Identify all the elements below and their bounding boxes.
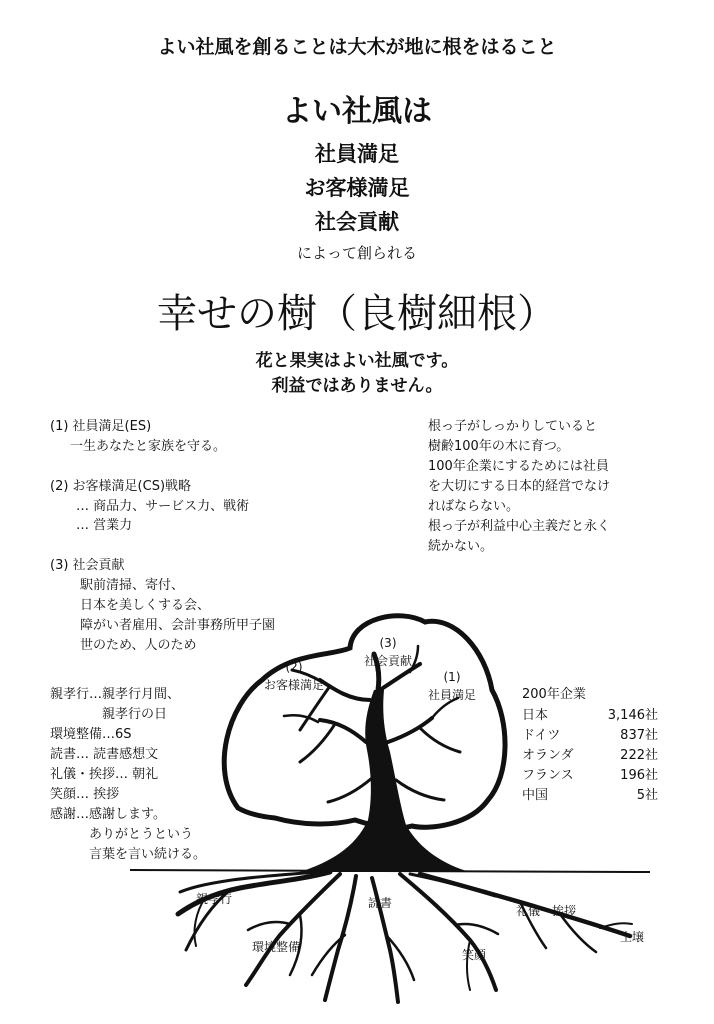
stats-country: フランス [522, 768, 574, 783]
right-note-line: 続かない。 [428, 539, 494, 554]
section-2-line: … 営業力 [76, 518, 133, 533]
stats-count: 3,146社 [607, 708, 658, 723]
stats-count: 5社 [636, 788, 658, 803]
stats-country: ドイツ [522, 728, 561, 743]
section-2-title: (2) お客様満足(CS)戦略 [50, 479, 192, 494]
stats-country: 中国 [522, 788, 549, 803]
tree-trunk [300, 690, 470, 872]
root-note-line: 言葉を言い続ける。 [50, 847, 207, 862]
stats-count: 222社 [620, 748, 658, 763]
root-label-reading: 読書 [368, 896, 393, 910]
item-customer-satisfaction: お客様満足 [304, 176, 410, 200]
message-line-1: 花と果実はよい社風です。 [255, 351, 459, 371]
crown-label-3-num: (3) [379, 636, 397, 650]
main-title: よい社風は [282, 94, 432, 129]
item-social-contribution: 社会貢献 [315, 210, 399, 234]
section-3-line: 駅前清掃、寄付、 [80, 578, 185, 593]
root-label-filial-piety: 親孝行 [196, 892, 233, 906]
ground-line [130, 870, 650, 872]
root-label-smile: 笑顔 [462, 948, 487, 962]
section-3-line: 日本を美しくする会、 [80, 598, 211, 613]
root-note-line: 親孝行の日 [50, 707, 168, 722]
right-note-line: ればならない。 [428, 499, 520, 514]
root-label-soil: 土壌 [620, 930, 645, 944]
right-note-line: 100年企業にするためには社員 [428, 459, 609, 474]
tree-roots [178, 872, 632, 1002]
section-3-line: 世のため、人のため [80, 638, 197, 653]
root-note-line: 環境整備…6S [50, 727, 132, 742]
right-note-line: 樹齢100年の木に育つ。 [428, 439, 570, 454]
tree-title: 幸せの樹（良樹細根） [157, 291, 557, 337]
stats-count: 196社 [620, 768, 658, 783]
root-note-line: ありがとうという [50, 827, 194, 842]
root-note-line: 礼儀・挨拶… 朝礼 [50, 767, 159, 782]
section-1-line: 一生あなたと家族を守る。 [70, 439, 227, 454]
root-label-environment: 環境整備 [252, 940, 301, 954]
stats-country: オランダ [522, 748, 574, 763]
crown-label-1-num: (1) [443, 670, 461, 684]
stats-title: 200年企業 [522, 687, 586, 702]
root-note-line: 親孝行…親孝行月間、 [50, 687, 181, 702]
message-line-2: 利益ではありません。 [271, 376, 443, 396]
stats-country: 日本 [522, 708, 549, 723]
section-2-line: … 商品力、サービス力、戦術 [76, 499, 250, 514]
right-note-line: 根っ子がしっかりしていると [428, 419, 598, 434]
item-employee-satisfaction: 社員満足 [315, 142, 399, 166]
root-note-line: 笑顔… 挨拶 [50, 787, 120, 802]
tree-crown-outline [224, 616, 505, 828]
crown-label-1-text: 社員満足 [427, 688, 476, 702]
root-note-line: 感謝…感謝します。 [50, 807, 166, 822]
right-note-line: を大切にする日本的経営でなけ [428, 479, 611, 494]
root-note-line: 読書… 読書感想文 [50, 747, 159, 762]
created-by-text: によって創られる [296, 244, 417, 262]
stats-count: 837社 [620, 728, 658, 743]
right-note-line: 根っ子が利益中心主義だと永く [428, 519, 611, 534]
section-3-line: 障がい者雇用、会計事務所甲子園 [80, 618, 276, 633]
page-header: よい社風を創ることは大木が地に根をはること [157, 36, 557, 58]
crown-label-2-text: お客様満足 [263, 678, 324, 692]
crown-label-3-text: 社会貢献 [363, 654, 412, 668]
root-label-courtesy: 礼儀・挨拶 [516, 904, 577, 918]
section-1-title: (1) 社員満足(ES) [50, 419, 152, 434]
crown-label-2-num: (2) [285, 660, 303, 674]
section-3-title: (3) 社会貢献 [50, 558, 125, 573]
